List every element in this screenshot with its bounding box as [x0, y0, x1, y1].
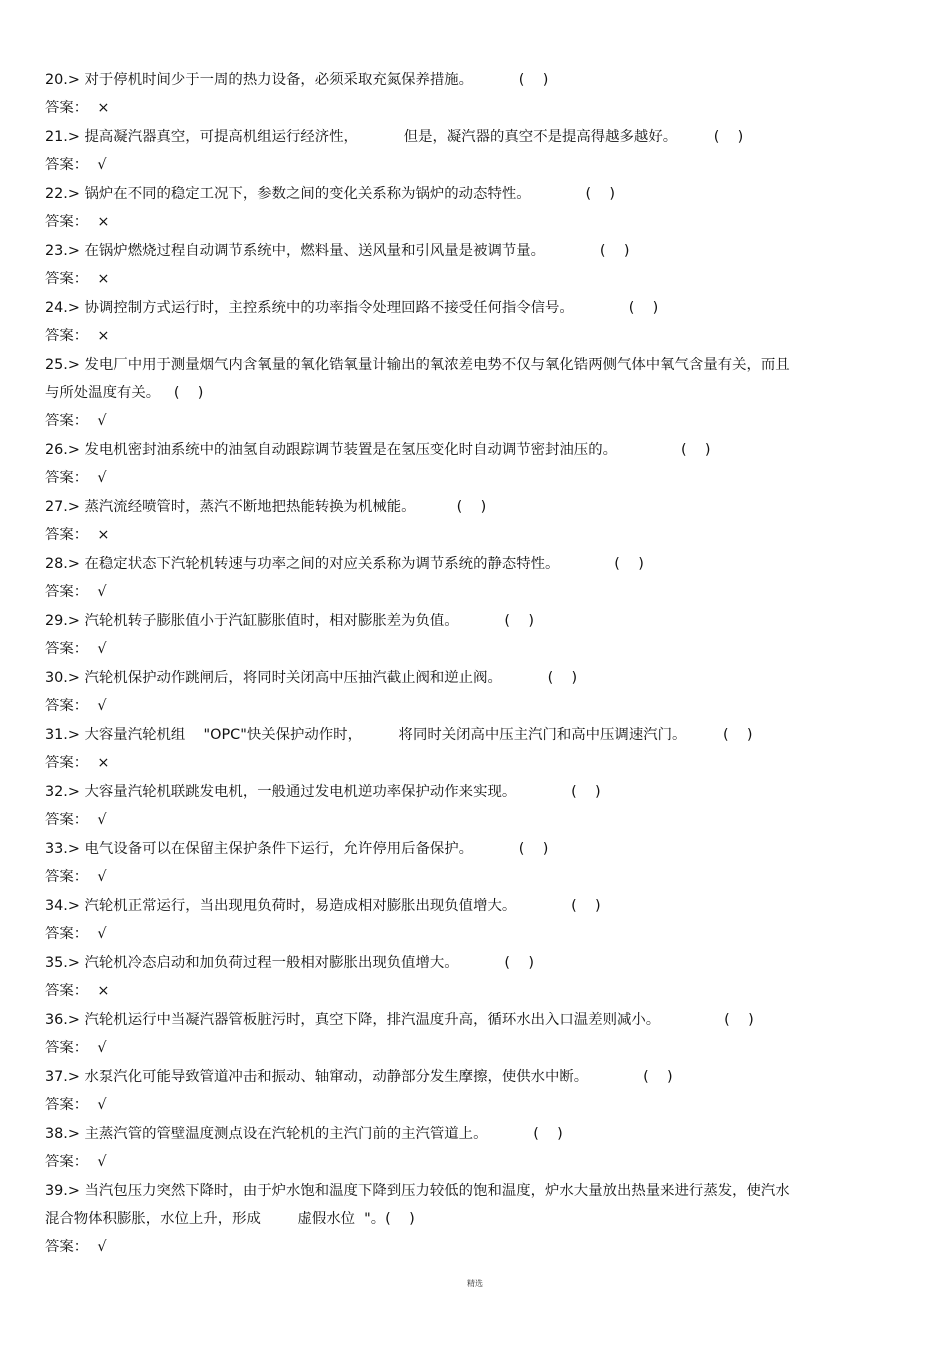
question-line: 22.> 锅炉在不同的稳定工况下，参数之间的变化关系称为锅炉的动态特性。 ( )	[45, 186, 616, 202]
question-line: 37.> 水泵汽化可能导致管道冲击和振动、轴窜动，动静部分发生摩擦，使供水中断。 ( )	[45, 1069, 673, 1085]
question-line: 29.> 汽轮机转子膨胀值小于汽缸膨胀值时，相对膨胀差为负值。 ( )	[45, 613, 534, 629]
answer-line: 答案： ×	[45, 214, 110, 230]
answer-line: 答案： √	[45, 157, 107, 173]
answer-line: 答案： √	[45, 1154, 107, 1170]
answer-line: 答案： ×	[45, 328, 110, 344]
page-footer: 精选	[467, 1279, 483, 1288]
question-line: 20.> 对于停机时间少于一周的热力设备，必须采取充氮保养措施。 ( )	[45, 72, 549, 88]
answer-line: 答案： √	[45, 812, 107, 828]
question-line: 26.> 发电机密封油系统中的油氢自动跟踪调节装置是在氢压变化时自动调节密封油压的。 ( )	[45, 442, 711, 458]
answer-line: 答案： √	[45, 1040, 107, 1056]
question-line: 27.> 蒸汽流经喷管时，蒸汽不断地把热能转换为机械能。 ( )	[45, 499, 487, 515]
answer-line: 答案： √	[45, 926, 107, 942]
question-line: 混合物体积膨胀，水位上升，形成 虚假水位 "。( )	[45, 1211, 415, 1227]
question-line: 34.> 汽轮机正常运行，当出现甩负荷时，易造成相对膨胀出现负值增大。 ( )	[45, 898, 601, 914]
answer-line: 答案： ×	[45, 271, 110, 287]
question-line: 25.> 发电厂中用于测量烟气内含氧量的氧化锆氧量计输出的氧浓差电势不仅与氧化锆两侧气体中氧气含量有关，而且	[45, 357, 790, 373]
question-line: 33.> 电气设备可以在保留主保护条件下运行，允许停用后备保护。 ( )	[45, 841, 549, 857]
answer-line: 答案： √	[45, 1097, 107, 1113]
answer-line: 答案： √	[45, 470, 107, 486]
question-line: 32.> 大容量汽轮机联跳发电机，一般通过发电机逆功率保护动作来实现。 ( )	[45, 784, 601, 800]
answer-line: 答案： √	[45, 1239, 107, 1255]
question-line: 38.> 主蒸汽管的管壁温度测点设在汽轮机的主汽门前的主汽管道上。 ( )	[45, 1126, 563, 1142]
answer-line: 答案： ×	[45, 755, 110, 771]
answer-line: 答案： √	[45, 698, 107, 714]
question-line: 24.> 协调控制方式运行时，主控系统中的功率指令处理回路不接受任何指令信号。 ( )	[45, 300, 659, 316]
answer-line: 答案： ×	[45, 527, 110, 543]
question-line: 28.> 在稳定状态下汽轮机转速与功率之间的对应关系称为调节系统的静态特性。 ( )	[45, 556, 644, 572]
answer-line: 答案： ×	[45, 100, 110, 116]
answer-line: 答案： √	[45, 869, 107, 885]
answer-line: 答案： √	[45, 413, 107, 429]
answer-line: 答案： √	[45, 641, 107, 657]
question-line: 39.> 当汽包压力突然下降时，由于炉水饱和温度下降到压力较低的饱和温度，炉水大量放出热量来进行蒸发，使汽水	[45, 1183, 790, 1199]
question-line: 31.> 大容量汽轮机组 "OPC"快关保护动作时， 将同时关闭高中压主汽门和高中压调速汽门。 ( )	[45, 727, 753, 743]
question-line: 36.> 汽轮机运行中当凝汽器管板脏污时，真空下降，排汽温度升高，循环水出入口温差则减小。 ( )	[45, 1012, 754, 1028]
question-line: 21.> 提高凝汽器真空，可提高机组运行经济性， 但是，凝汽器的真空不是提高得越多越好。 ( )	[45, 129, 744, 145]
answer-line: 答案： ×	[45, 983, 110, 999]
question-line: 23.> 在锅炉燃烧过程自动调节系统中，燃料量、送风量和引风量是被调节量。 ( )	[45, 243, 630, 259]
question-line: 与所处温度有关。 ( )	[45, 385, 204, 401]
answer-line: 答案： √	[45, 584, 107, 600]
question-line: 30.> 汽轮机保护动作跳闸后，将同时关闭高中压抽汽截止阀和逆止阀。 ( )	[45, 670, 578, 686]
question-line: 35.> 汽轮机冷态启动和加负荷过程一般相对膨胀出现负值增大。 ( )	[45, 955, 534, 971]
